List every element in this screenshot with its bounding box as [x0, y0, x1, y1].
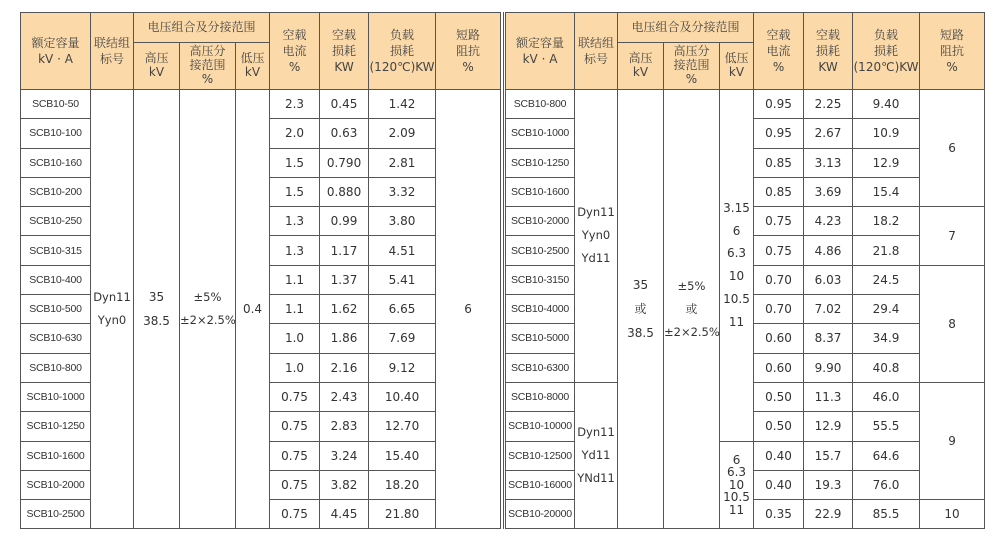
no-load-current-cell: 0.85	[754, 177, 804, 206]
no-load-current-cell: 1.5	[270, 148, 320, 177]
load-loss-cell: 9.12	[369, 353, 436, 382]
header-row-top	[505, 13, 985, 43]
right-spec-table	[503, 12, 985, 529]
no-load-loss-cell: 2.67	[804, 119, 853, 148]
load-loss-cell: 2.81	[369, 148, 436, 177]
no-load-current-cell: 0.75	[270, 470, 320, 499]
no-load-loss-cell: 3.69	[804, 177, 853, 206]
model-cell: SCB10-12500	[505, 441, 575, 470]
load-loss-cell: 55.5	[853, 412, 920, 441]
no-load-current-cell: 0.75	[270, 441, 320, 470]
no-load-loss-cell: 0.790	[320, 148, 369, 177]
load-loss-cell: 40.8	[853, 353, 920, 382]
model-cell: SCB10-3150	[505, 265, 575, 294]
lv-cell: 0.4	[236, 90, 270, 529]
no-load-loss-cell: 4.23	[804, 207, 853, 236]
load-loss-cell: 5.41	[369, 265, 436, 294]
model-cell: SCB10-800	[505, 90, 575, 119]
model-cell: SCB10-800	[21, 353, 91, 382]
load-loss-cell: 1.42	[369, 90, 436, 119]
model-cell: SCB10-8000	[505, 382, 575, 411]
connection-group-cell: Dyn11 Yyn0 Yd11	[575, 90, 618, 383]
tap-range-cell: ±5% ±2×2.5%	[180, 90, 236, 529]
no-load-current-cell: 0.60	[754, 353, 804, 382]
hv-cell: 35 或 38.5	[618, 90, 664, 529]
no-load-loss-cell: 0.99	[320, 207, 369, 236]
no-load-loss-cell: 2.83	[320, 412, 369, 441]
no-load-loss-cell: 15.7	[804, 441, 853, 470]
model-cell: SCB10-1250	[505, 148, 575, 177]
no-load-current-cell: 0.75	[270, 382, 320, 411]
no-load-loss-cell: 0.45	[320, 90, 369, 119]
no-load-current-cell: 0.75	[754, 236, 804, 265]
load-loss-cell: 9.40	[853, 90, 920, 119]
no-load-current-cell: 0.50	[754, 412, 804, 441]
no-load-loss-cell: 1.17	[320, 236, 369, 265]
impedance-cell: 6	[436, 90, 501, 529]
header-hv: 高压 kV	[134, 43, 180, 90]
model-cell: SCB10-10000	[505, 412, 575, 441]
impedance-cell: 10	[920, 500, 985, 529]
no-load-current-cell: 0.70	[754, 265, 804, 294]
load-loss-cell: 18.2	[853, 207, 920, 236]
header-no-load-current: 空载 电流 %	[270, 13, 320, 90]
left-spec-table	[20, 12, 501, 529]
model-cell: SCB10-400	[21, 265, 91, 294]
load-loss-cell: 10.40	[369, 382, 436, 411]
model-cell: SCB10-2500	[505, 236, 575, 265]
no-load-current-cell: 1.5	[270, 177, 320, 206]
header-connection: 联结组 标号	[91, 13, 134, 90]
load-loss-cell: 2.09	[369, 119, 436, 148]
impedance-cell: 7	[920, 207, 985, 266]
load-loss-cell: 3.32	[369, 177, 436, 206]
no-load-loss-cell: 8.37	[804, 324, 853, 353]
table-row	[505, 90, 985, 119]
no-load-current-cell: 0.35	[754, 500, 804, 529]
load-loss-cell: 6.65	[369, 295, 436, 324]
no-load-loss-cell: 9.90	[804, 353, 853, 382]
no-load-loss-cell: 0.880	[320, 177, 369, 206]
header-lv: 低压 kV	[236, 43, 270, 90]
no-load-current-cell: 1.0	[270, 353, 320, 382]
no-load-loss-cell: 1.62	[320, 295, 369, 324]
no-load-current-cell: 0.95	[754, 90, 804, 119]
model-cell: SCB10-500	[21, 295, 91, 324]
load-loss-cell: 85.5	[853, 500, 920, 529]
no-load-current-cell: 1.1	[270, 265, 320, 294]
no-load-current-cell: 2.3	[270, 90, 320, 119]
header-voltage-group: 电压组合及分接范围	[618, 13, 754, 43]
load-loss-cell: 15.40	[369, 441, 436, 470]
no-load-loss-cell: 22.9	[804, 500, 853, 529]
no-load-current-cell: 0.50	[754, 382, 804, 411]
model-cell: SCB10-1000	[505, 119, 575, 148]
no-load-loss-cell: 6.03	[804, 265, 853, 294]
header-impedance: 短路 阻抗 %	[920, 13, 985, 90]
load-loss-cell: 24.5	[853, 265, 920, 294]
no-load-loss-cell: 4.86	[804, 236, 853, 265]
header-row-top	[21, 13, 501, 43]
no-load-current-cell: 0.75	[270, 412, 320, 441]
load-loss-cell: 29.4	[853, 295, 920, 324]
model-cell: SCB10-6300	[505, 353, 575, 382]
no-load-loss-cell: 4.45	[320, 500, 369, 529]
load-loss-cell: 3.80	[369, 207, 436, 236]
load-loss-cell: 34.9	[853, 324, 920, 353]
lv-cell: 3.15 6 6.3 10 10.5 11	[720, 90, 754, 442]
model-cell: SCB10-2000	[21, 470, 91, 499]
header-impedance: 短路 阻抗 %	[436, 13, 501, 90]
no-load-current-cell: 0.75	[270, 500, 320, 529]
no-load-loss-cell: 3.24	[320, 441, 369, 470]
header-capacity: 额定容量 kV · A	[21, 13, 91, 90]
no-load-current-cell: 1.3	[270, 236, 320, 265]
no-load-loss-cell: 2.25	[804, 90, 853, 119]
load-loss-cell: 21.80	[369, 500, 436, 529]
header-capacity: 额定容量 kV · A	[505, 13, 575, 90]
impedance-cell: 9	[920, 382, 985, 499]
model-cell: SCB10-4000	[505, 295, 575, 324]
model-cell: SCB10-16000	[505, 470, 575, 499]
tap-range-cell: ±5% 或 ±2×2.5%	[664, 90, 720, 529]
model-cell: SCB10-250	[21, 207, 91, 236]
no-load-loss-cell: 19.3	[804, 470, 853, 499]
no-load-loss-cell: 1.37	[320, 265, 369, 294]
no-load-current-cell: 0.40	[754, 441, 804, 470]
model-cell: SCB10-315	[21, 236, 91, 265]
no-load-current-cell: 1.1	[270, 295, 320, 324]
no-load-current-cell: 0.95	[754, 119, 804, 148]
load-loss-cell: 12.9	[853, 148, 920, 177]
model-cell: SCB10-1600	[505, 177, 575, 206]
no-load-current-cell: 0.85	[754, 148, 804, 177]
load-loss-cell: 4.51	[369, 236, 436, 265]
lv-cell: 6 6.3 10 10.5 11	[720, 441, 754, 529]
load-loss-cell: 18.20	[369, 470, 436, 499]
header-no-load-loss: 空载 损耗 KW	[320, 13, 369, 90]
load-loss-cell: 7.69	[369, 324, 436, 353]
model-cell: SCB10-50	[21, 90, 91, 119]
no-load-loss-cell: 3.82	[320, 470, 369, 499]
model-cell: SCB10-160	[21, 148, 91, 177]
no-load-loss-cell: 0.63	[320, 119, 369, 148]
hv-cell: 35 38.5	[134, 90, 180, 529]
load-loss-cell: 21.8	[853, 236, 920, 265]
model-cell: SCB10-20000	[505, 500, 575, 529]
model-cell: SCB10-1250	[21, 412, 91, 441]
header-no-load-loss: 空载 损耗 KW	[804, 13, 853, 90]
no-load-loss-cell: 2.43	[320, 382, 369, 411]
no-load-current-cell: 0.70	[754, 295, 804, 324]
model-cell: SCB10-630	[21, 324, 91, 353]
load-loss-cell: 46.0	[853, 382, 920, 411]
no-load-loss-cell: 7.02	[804, 295, 853, 324]
load-loss-cell: 76.0	[853, 470, 920, 499]
header-lv: 低压 kV	[720, 43, 754, 90]
header-no-load-current: 空载 电流 %	[754, 13, 804, 90]
header-tap: 高压分 接范围 %	[180, 43, 236, 90]
no-load-current-cell: 0.40	[754, 470, 804, 499]
connection-group-cell: Dyn11 Yyn0	[91, 90, 134, 529]
connection-group-cell: Dyn11 Yd11 YNd11	[575, 382, 618, 528]
header-voltage-group: 电压组合及分接范围	[134, 13, 270, 43]
model-cell: SCB10-100	[21, 119, 91, 148]
load-loss-cell: 15.4	[853, 177, 920, 206]
model-cell: SCB10-1000	[21, 382, 91, 411]
load-loss-cell: 12.70	[369, 412, 436, 441]
header-connection: 联结组 标号	[575, 13, 618, 90]
table-row	[21, 90, 501, 119]
header-hv: 高压 kV	[618, 43, 664, 90]
no-load-current-cell: 1.3	[270, 207, 320, 236]
no-load-loss-cell: 3.13	[804, 148, 853, 177]
header-load-loss: 负载 损耗 (120℃)KW	[369, 13, 436, 90]
no-load-current-cell: 0.60	[754, 324, 804, 353]
model-cell: SCB10-200	[21, 177, 91, 206]
no-load-loss-cell: 2.16	[320, 353, 369, 382]
no-load-current-cell: 2.0	[270, 119, 320, 148]
no-load-current-cell: 0.75	[754, 207, 804, 236]
no-load-loss-cell: 1.86	[320, 324, 369, 353]
no-load-loss-cell: 11.3	[804, 382, 853, 411]
no-load-loss-cell: 12.9	[804, 412, 853, 441]
load-loss-cell: 10.9	[853, 119, 920, 148]
load-loss-cell: 64.6	[853, 441, 920, 470]
header-tap: 高压分 接范围 %	[664, 43, 720, 90]
impedance-cell: 6	[920, 90, 985, 207]
header-load-loss: 负载 损耗 (120℃)KW	[853, 13, 920, 90]
model-cell: SCB10-2500	[21, 500, 91, 529]
impedance-cell: 8	[920, 265, 985, 382]
model-cell: SCB10-5000	[505, 324, 575, 353]
model-cell: SCB10-2000	[505, 207, 575, 236]
no-load-current-cell: 1.0	[270, 324, 320, 353]
model-cell: SCB10-1600	[21, 441, 91, 470]
